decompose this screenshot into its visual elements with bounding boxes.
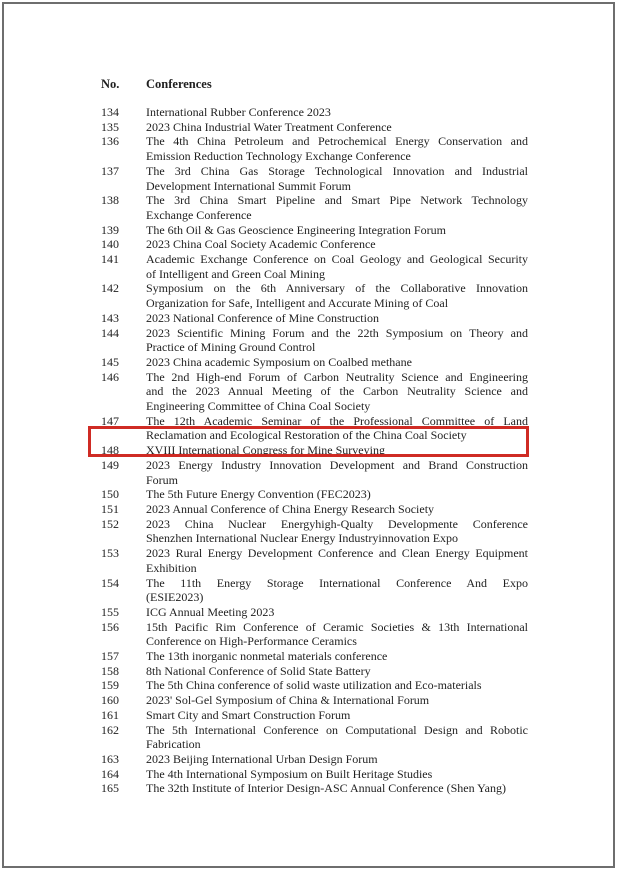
conference-row (101, 693, 528, 708)
conference-title-line: Exchange Conference (146, 207, 252, 222)
conference-number: 134 (101, 105, 119, 119)
conference-title (146, 487, 528, 502)
conference-title (146, 517, 528, 546)
conference-title-line: and the 2023 Annual Meeting of the Carbon Neutrality Science and (146, 384, 528, 399)
conference-title-line: 2023' Sol-Gel Symposium of China & International Forum (146, 693, 430, 708)
conference-number: 139 (101, 222, 119, 237)
conference-number: 138 (101, 193, 119, 208)
conference-row (101, 326, 528, 355)
conference-row (101, 237, 528, 252)
conference-number: 157 (101, 649, 119, 664)
conference-title (146, 664, 528, 679)
conference-number: 163 (101, 751, 119, 766)
conference-title-line: (ESIE2023) (146, 590, 204, 605)
conference-title-line: The 32th Institute of Interior Design-ASC Annual Conference (Shen Yang) (146, 781, 506, 796)
conference-row (101, 781, 528, 796)
conference-title-line: Development International Summit Forum (146, 178, 351, 193)
conference-row (101, 414, 528, 443)
conference-title (146, 752, 528, 767)
conference-title (146, 458, 528, 487)
conference-title (146, 326, 528, 355)
conference-title-line: The 3rd China Smart Pipeline and Smart Pipe Network Technology (146, 193, 528, 208)
conference-title-line: of Intelligent and Green Coal Mining (146, 266, 325, 281)
conference-number: 146 (101, 369, 119, 384)
conference-title (146, 164, 528, 193)
conference-title (146, 355, 528, 370)
conference-number: 147 (101, 413, 119, 428)
conference-title-line: 15th Pacific Rim Conference of Ceramic Societies & 13th International (146, 619, 528, 634)
conference-row (101, 281, 528, 310)
conference-title-line: The 13th inorganic nonmetal materials conference (146, 649, 388, 664)
conference-number: 144 (101, 325, 119, 340)
conference-title-line: Practice of Mining Ground Control (146, 340, 316, 355)
conference-title-line: 8th National Conference of Solid State Battery (146, 663, 371, 678)
conference-title-line: 2023 China Nuclear Energyhigh-Qualty Developmente Conference (146, 516, 528, 531)
conference-title (146, 443, 528, 458)
conference-row (101, 752, 528, 767)
conference-row (101, 649, 528, 664)
conference-row (101, 120, 528, 135)
conference-title-line: Organization for Safe, Intelligent and Accurate Mining of Coal (146, 296, 449, 311)
conference-number: 150 (101, 487, 119, 502)
conference-number: 156 (101, 619, 119, 634)
conference-title-line: Shenzhen International Nuclear Energy Industryinnovation Expo (146, 531, 459, 546)
conference-title-line: 2023 Beijing International Urban Design Forum (146, 751, 378, 766)
conference-title-line: 2023 Scientific Mining Forum and the 22th Symposium on Theory and (146, 325, 528, 340)
conference-title-line: Academic Exchange Conference on Coal Geology and Geological Security (146, 252, 528, 267)
conference-number: 135 (101, 119, 119, 134)
conference-number: 140 (101, 237, 119, 252)
conference-row (101, 502, 528, 517)
conference-title (146, 678, 528, 693)
conference-row (101, 664, 528, 679)
conference-number: 151 (101, 501, 119, 516)
conference-title-line: The 11th Energy Storage International Conference And Expo (146, 575, 528, 590)
conference-number: 164 (101, 766, 119, 781)
conference-row (101, 164, 528, 193)
conference-title (146, 105, 528, 120)
conference-row (101, 767, 528, 782)
header-conferences-label: Conferences (146, 77, 212, 91)
document-page (2, 2, 615, 868)
conference-number: 161 (101, 707, 119, 722)
header-no-label: No. (101, 77, 120, 91)
conference-title (146, 546, 528, 575)
conference-title (146, 370, 528, 414)
conference-title-line: The 4th China Petroleum and Petrochemical Energy Conservation and (146, 134, 528, 149)
conference-title (146, 693, 528, 708)
conference-row (101, 370, 528, 414)
conference-number: 160 (101, 693, 119, 708)
conference-row (101, 723, 528, 752)
conference-row (101, 355, 528, 370)
conference-number: 158 (101, 663, 119, 678)
conference-row (101, 105, 528, 120)
conference-title-line: Symposium on the 6th Anniversary of the Collaborative Innovation (146, 281, 528, 296)
conference-title (146, 781, 528, 796)
conference-title-line: The 5th China conference of solid waste utilization and Eco-materials (146, 678, 482, 693)
conference-title-line: ICG Annual Meeting 2023 (146, 604, 275, 619)
conference-title (146, 767, 528, 782)
conference-title-line: 2023 Rural Energy Development Conference and Clean Energy Equipment (146, 546, 528, 561)
conference-title-line: Conference on High-Performance Ceramics (146, 634, 357, 649)
conference-title (146, 311, 528, 326)
conference-title (146, 223, 528, 238)
conference-row (101, 576, 528, 605)
conference-title (146, 237, 528, 252)
conference-number: 149 (101, 457, 119, 472)
conference-title (146, 252, 528, 281)
conference-list (101, 105, 528, 796)
conference-title-line: International Rubber Conference 2023 (146, 105, 331, 119)
conference-title-line: Emission Reduction Technology Exchange Conference (146, 149, 411, 164)
conference-number: 142 (101, 281, 119, 296)
conference-number: 148 (101, 443, 119, 458)
conference-title (146, 193, 528, 222)
conference-title-line: The 4th International Symposium on Built Heritage Studies (146, 766, 433, 781)
conference-number: 152 (101, 516, 119, 531)
conference-row (101, 487, 528, 502)
conference-title (146, 708, 528, 723)
conference-number: 165 (101, 781, 119, 796)
conference-title (146, 649, 528, 664)
conference-title (146, 281, 528, 310)
conference-row (101, 605, 528, 620)
conference-row (101, 546, 528, 575)
conference-title-line: Forum (146, 472, 179, 487)
conference-row (101, 223, 528, 238)
table-header (101, 77, 212, 92)
conference-title-line: Fabrication (146, 737, 201, 752)
conference-title-line: The 6th Oil & Gas Geoscience Engineering Integration Forum (146, 222, 446, 237)
conference-title-line: The 2nd High-end Forum of Carbon Neutrality Science and Engineering (146, 369, 528, 384)
conference-title-line: Reclamation and Ecological Restoration of the China Coal Society (146, 428, 467, 443)
conference-title-line: 2023 China Industrial Water Treatment Conference (146, 119, 392, 134)
conference-title-line: 2023 National Conference of Mine Construction (146, 310, 379, 325)
conference-number: 155 (101, 604, 119, 619)
conference-number: 154 (101, 575, 119, 590)
conference-title-line: 2023 China Coal Society Academic Conference (146, 237, 376, 252)
conference-number: 145 (101, 354, 119, 369)
conference-title-line: Engineering Committee of China Coal Society (146, 399, 371, 414)
conference-title-line: The 5th Future Energy Convention (FEC2023) (146, 487, 371, 502)
conference-title-line: 2023 China academic Symposium on Coalbed methane (146, 354, 412, 369)
conference-title-line: The 3rd China Gas Storage Technological Innovation and Industrial (146, 163, 528, 178)
conference-title (146, 134, 528, 163)
conference-title (146, 620, 528, 649)
conference-title-line: Smart City and Smart Construction Forum (146, 707, 351, 722)
conference-row (101, 458, 528, 487)
conference-row (101, 517, 528, 546)
conference-number: 137 (101, 163, 119, 178)
conference-row (101, 193, 528, 222)
conference-row (101, 443, 528, 458)
conference-number: 162 (101, 722, 119, 737)
conference-title-line: XVIII International Congress for Mine Surveying (146, 443, 385, 458)
conference-title (146, 120, 528, 135)
conference-title-line: The 12th Academic Seminar of the Professional Committee of Land (146, 413, 528, 428)
conference-number: 143 (101, 310, 119, 325)
conference-title-line: The 5th International Conference on Computational Design and Robotic (146, 722, 528, 737)
conference-title-line: Exhibition (146, 560, 197, 575)
conference-row (101, 134, 528, 163)
conference-row (101, 708, 528, 723)
conference-number: 153 (101, 546, 119, 561)
conference-number: 159 (101, 678, 119, 693)
conference-title (146, 414, 528, 443)
conference-row (101, 678, 528, 693)
conference-row (101, 252, 528, 281)
conference-title (146, 502, 528, 517)
conference-title (146, 576, 528, 605)
conference-title (146, 605, 528, 620)
conference-title-line: 2023 Annual Conference of China Energy Research Society (146, 501, 435, 516)
conference-number: 141 (101, 252, 119, 267)
conference-title (146, 723, 528, 752)
conference-title-line: 2023 Energy Industry Innovation Development and Brand Construction (146, 457, 528, 472)
conference-number: 136 (101, 134, 119, 149)
conference-row (101, 620, 528, 649)
conference-row (101, 311, 528, 326)
